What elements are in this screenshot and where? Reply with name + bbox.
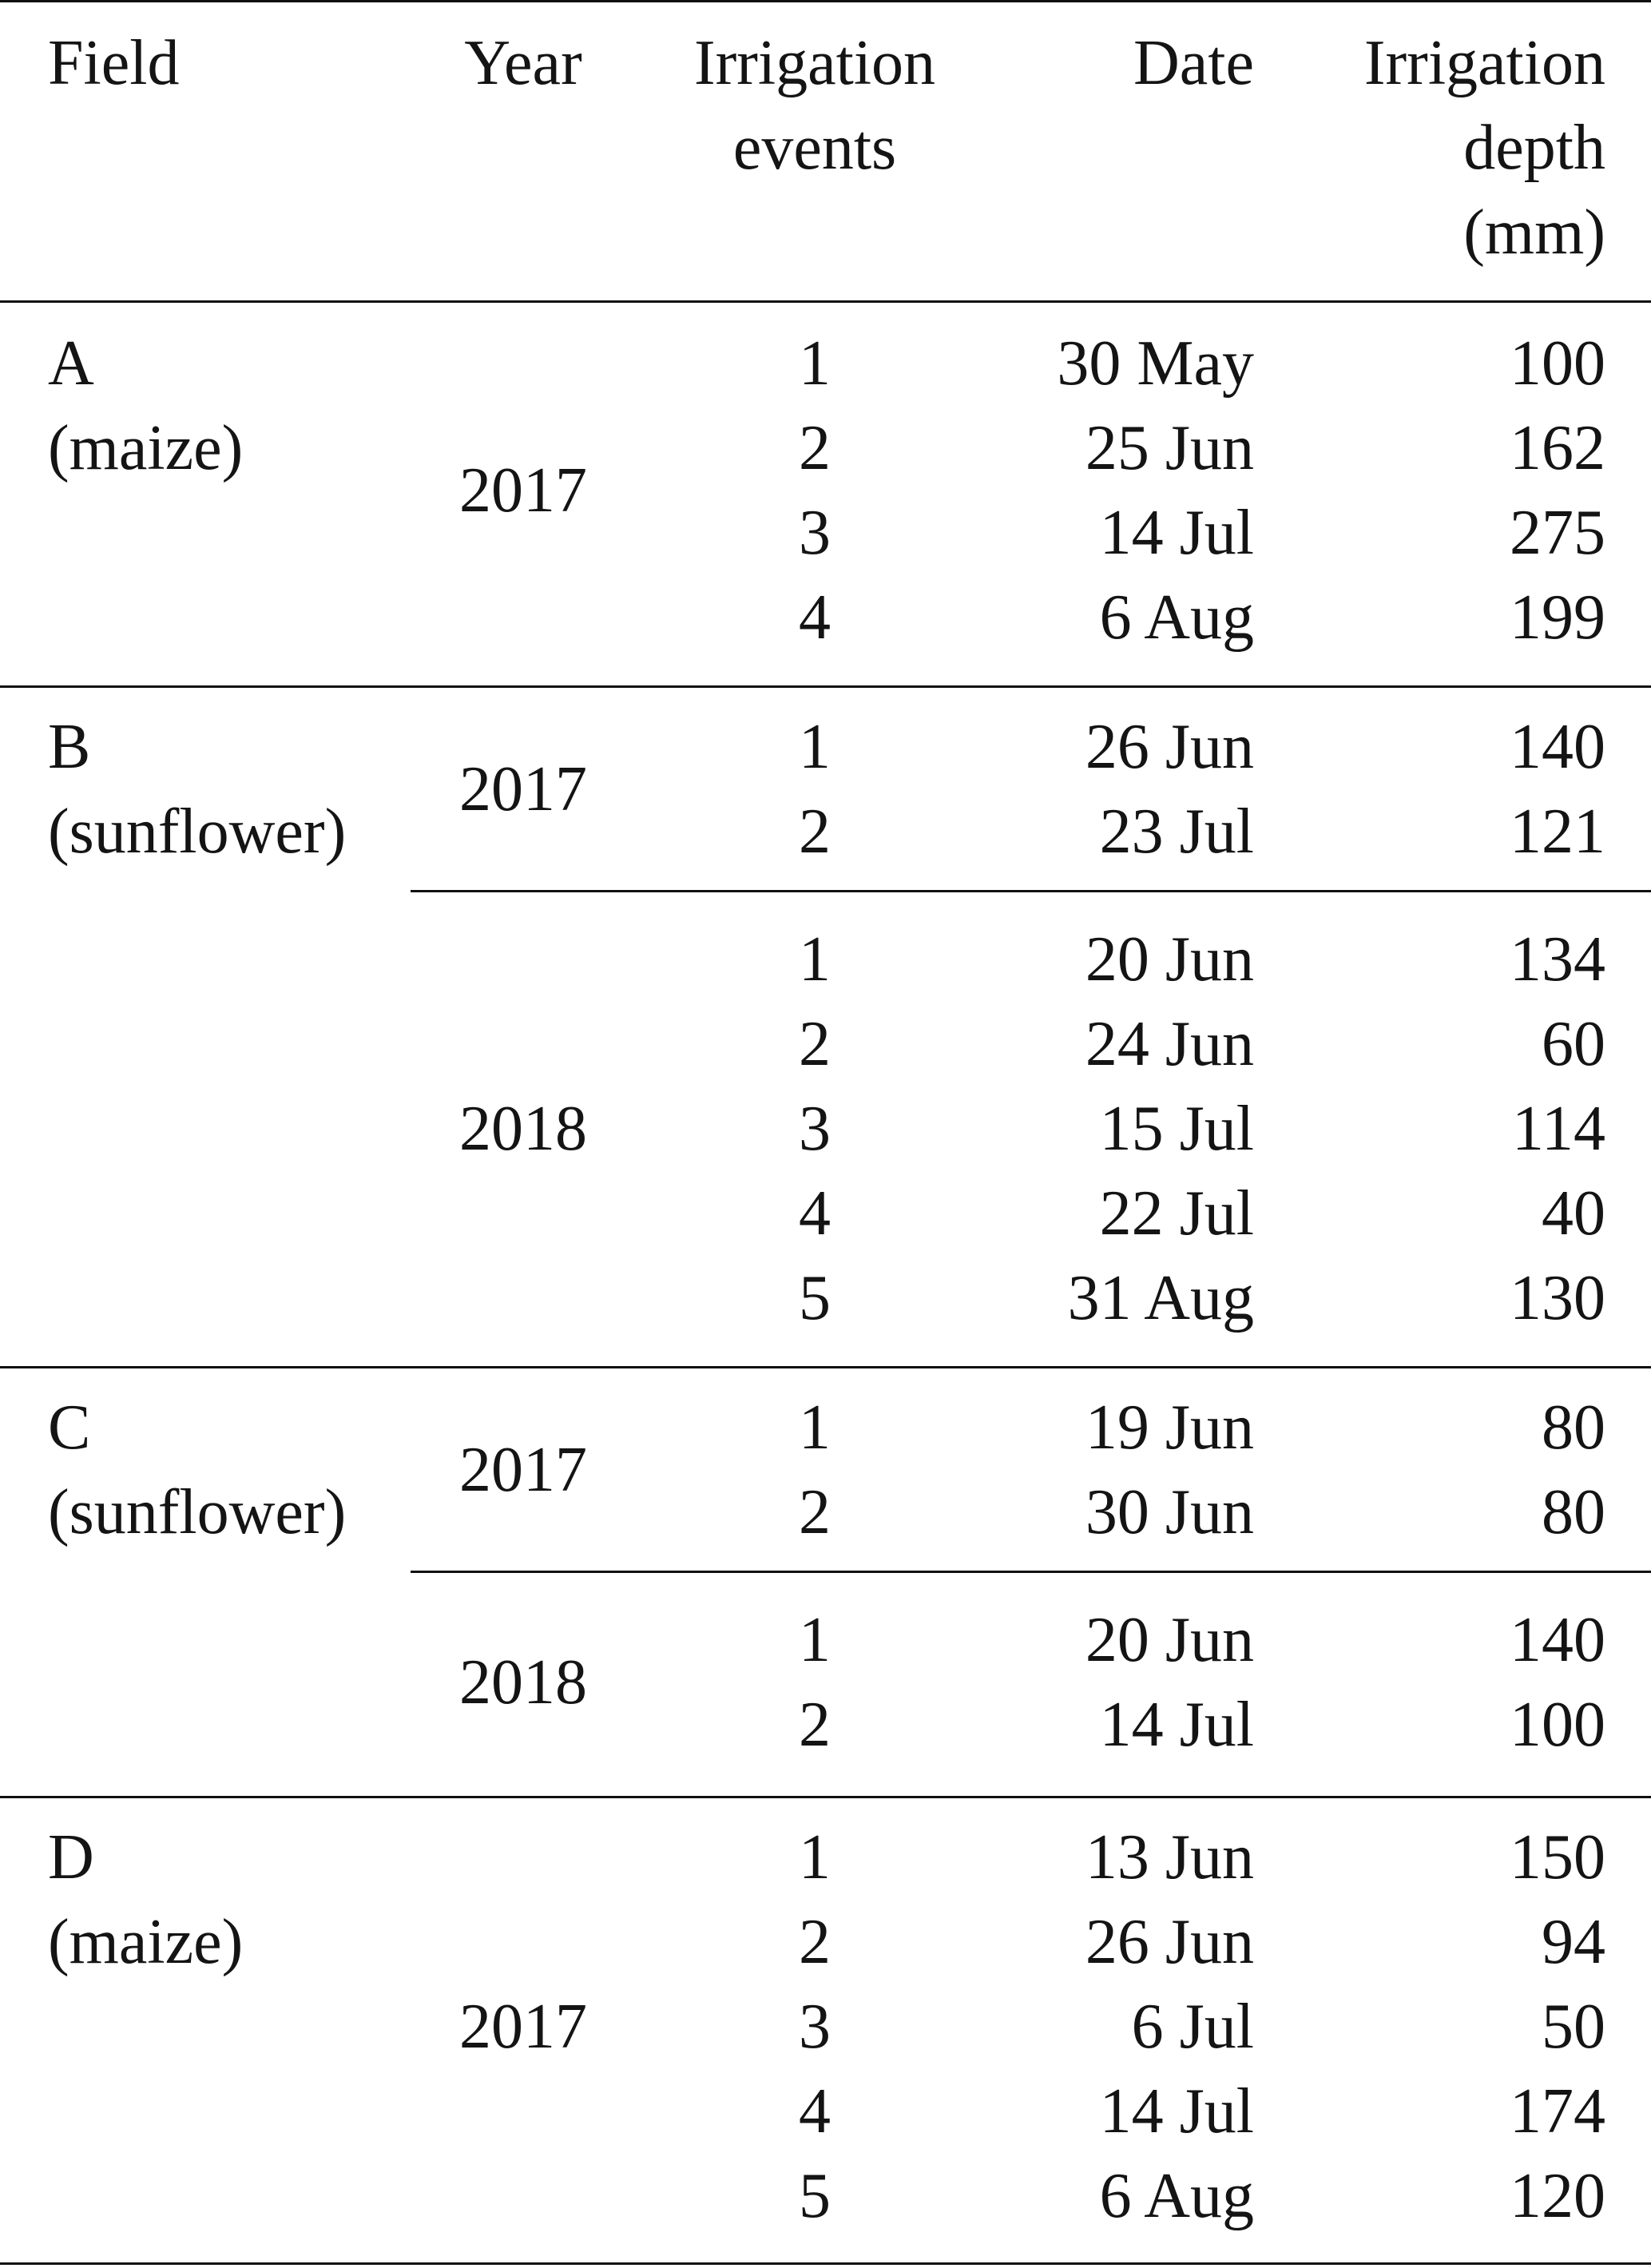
- table-row-event: 4: [799, 2076, 831, 2147]
- table-row-date: 26 Jun: [1085, 712, 1254, 782]
- table-row-depth: 80: [1542, 1477, 1605, 1547]
- table-row-depth: 60: [1542, 1009, 1605, 1079]
- table-row-date: 14 Jul: [1099, 498, 1254, 568]
- table-row-event: 2: [799, 1477, 831, 1547]
- field-c-year-2018: 2018: [459, 1647, 587, 1718]
- table-row-depth: 94: [1542, 1907, 1605, 1977]
- table-row-event: 2: [799, 413, 831, 483]
- table-row-event: 2: [799, 1690, 831, 1760]
- field-b-crop: (sunflower): [48, 796, 347, 867]
- field-d-crop: (maize): [48, 1907, 244, 1977]
- header-rule: [0, 300, 1651, 303]
- table-row-event: 2: [799, 1009, 831, 1079]
- table-row-depth: 199: [1510, 582, 1605, 653]
- table-row-depth: 120: [1510, 2161, 1605, 2231]
- field-d-name: D: [48, 1822, 94, 1893]
- field-c-crop: (sunflower): [48, 1477, 347, 1547]
- table-row-date: 15 Jul: [1099, 1094, 1254, 1164]
- table-row-date: 23 Jul: [1099, 796, 1254, 867]
- table-row-event: 3: [799, 498, 831, 568]
- table-row-date: 6 Aug: [1099, 582, 1254, 653]
- table-row-event: 1: [799, 1605, 831, 1675]
- table-row-event: 3: [799, 1992, 831, 2062]
- table-row-event: 5: [799, 1263, 831, 1333]
- table-row-date: 25 Jun: [1085, 413, 1254, 483]
- header-depth-line2: depth: [1463, 113, 1605, 183]
- header-events-line2: events: [732, 113, 897, 183]
- bottom-rule: [0, 2262, 1651, 2265]
- table-row-depth: 134: [1510, 924, 1605, 995]
- table-row-date: 20 Jun: [1085, 1605, 1254, 1675]
- group-rule-b: [0, 1366, 1651, 1368]
- table-row-date: 20 Jun: [1085, 924, 1254, 995]
- table-row-event: 1: [799, 1392, 831, 1463]
- table-row-depth: 100: [1510, 328, 1605, 399]
- table-row-depth: 130: [1510, 1263, 1605, 1333]
- table-row-event: 1: [799, 924, 831, 995]
- table-row-depth: 140: [1510, 712, 1605, 782]
- table-row-date: 30 May: [1057, 328, 1254, 399]
- table-row-depth: 114: [1511, 1094, 1605, 1164]
- table-row-depth: 50: [1542, 1992, 1605, 2062]
- field-a-name: A: [48, 328, 94, 399]
- table-row-event: 4: [799, 1178, 831, 1249]
- header-depth-line1: Irrigation: [1363, 28, 1605, 98]
- table-row-depth: 80: [1542, 1392, 1605, 1463]
- table-row-date: 24 Jun: [1085, 1009, 1254, 1079]
- header-field: Field: [48, 28, 180, 98]
- header-events-line1: Irrigation: [693, 28, 936, 98]
- table-row-event: 1: [799, 328, 831, 399]
- table-row-date: 14 Jul: [1099, 2076, 1254, 2147]
- table-row-date: 6 Jul: [1131, 1992, 1254, 2062]
- field-b-year-2017: 2017: [459, 754, 587, 824]
- group-rule-c: [0, 1796, 1651, 1798]
- field-b-name: B: [48, 712, 91, 782]
- header-year: Year: [464, 28, 582, 98]
- field-c-name: C: [48, 1392, 91, 1463]
- table-row-date: 13 Jun: [1085, 1822, 1254, 1893]
- year-rule-c: [411, 1571, 1651, 1573]
- table-row-event: 1: [799, 1822, 831, 1893]
- table-row-depth: 140: [1510, 1605, 1605, 1675]
- table-row-event: 5: [799, 2161, 831, 2231]
- table-row-depth: 174: [1510, 2076, 1605, 2147]
- table-row-date: 22 Jul: [1099, 1178, 1254, 1249]
- table-row-date: 31 Aug: [1067, 1263, 1254, 1333]
- table-row-date: 30 Jun: [1085, 1477, 1254, 1547]
- table-row-event: 2: [799, 1907, 831, 1977]
- year-rule-b: [411, 890, 1651, 892]
- field-d-year-2017: 2017: [459, 1992, 587, 2062]
- field-c-year-2017: 2017: [459, 1435, 587, 1505]
- table-row-event: 4: [799, 582, 831, 653]
- table-row-depth: 100: [1510, 1690, 1605, 1760]
- group-rule-a: [0, 685, 1651, 688]
- field-a-crop: (maize): [48, 413, 244, 483]
- table-row-depth: 150: [1510, 1822, 1605, 1893]
- table-row-depth: 121: [1510, 796, 1605, 867]
- top-rule: [0, 0, 1651, 2]
- header-date: Date: [1133, 28, 1254, 98]
- field-a-year-2017: 2017: [459, 455, 587, 526]
- table-row-event: 1: [799, 712, 831, 782]
- table-row-date: 26 Jun: [1085, 1907, 1254, 1977]
- table-row-date: 6 Aug: [1099, 2161, 1254, 2231]
- table-row-depth: 162: [1510, 413, 1605, 483]
- header-depth-line3: (mm): [1463, 197, 1605, 268]
- field-b-year-2018: 2018: [459, 1094, 587, 1164]
- table-row-event: 2: [799, 796, 831, 867]
- table-row-depth: 275: [1510, 498, 1605, 568]
- table-row-date: 14 Jul: [1099, 1690, 1254, 1760]
- table-row-event: 3: [799, 1094, 831, 1164]
- table-row-date: 19 Jun: [1085, 1392, 1254, 1463]
- table-row-depth: 40: [1542, 1178, 1605, 1249]
